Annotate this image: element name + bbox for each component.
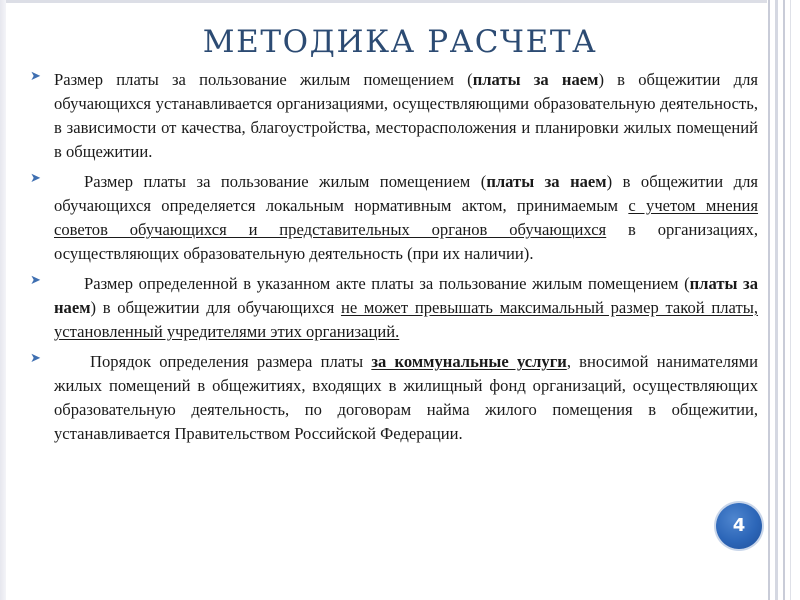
page-number-badge: 4 [716,503,762,549]
paragraph-underline: не может превышать максимальный размер такой платы, установленный учредителями этих организаций. [54,298,759,341]
arrow-bullet-icon: ➤ [30,350,41,365]
paragraph-3 [30,272,758,344]
paragraph-text: ) в общежитии для обучающихся устанавливается организациями, осуществляющими образовательную деятельность, в зависимости от качества, благоустройства, месторасположения и планировки жилых помещений в общежитии. [54,70,759,161]
paragraph-text: Размер платы за пользование жилым помещением ( [54,70,473,89]
paragraph-4 [30,350,758,446]
paragraph-text: , вносимой нанимателями жилых помещений в общежитиях, входящих в жилищный фонд организаций, осуществляющих образовательную деятельность, по договорам найма жилого помещения в общежитии, устанавливается Правительством Российской Федерации. [54,352,758,443]
paragraph-1 [30,68,758,164]
slide-content [30,68,758,452]
paragraph-text: Порядок определения размера платы [90,352,372,371]
slide-frame-line [783,0,785,600]
paragraph-text: ) в общежитии для обучающихся [90,298,341,317]
slide-title: МЕТОДИКА РАСЧЕТА [202,24,598,60]
paragraph-bold-underline: за коммунальные услуги [371,352,567,371]
paragraph-text: ) в общежитии для обучающихся определяется локальным нормативным актом, принимаемым [54,172,758,215]
paragraph-text: Размер платы за пользование жилым помещением ( [84,172,487,191]
paragraph-bold: платы за наем [486,172,607,191]
paragraph-bold: платы за наем [472,70,599,89]
paragraph-underline: с учетом мнения советов обучающихся и представительных органов обучающихся [54,196,759,239]
paragraph-text: Размер определенной в указанном акте платы за пользование жилым помещением ( [84,274,690,293]
paragraph-bold: платы за наем [54,274,759,317]
arrow-bullet-icon: ➤ [30,68,41,83]
slide-frame-line [790,0,791,600]
slide-frame-line [775,0,778,600]
paragraph-2 [30,170,758,266]
slide-frame-top [0,0,800,3]
arrow-bullet-icon: ➤ [30,170,41,185]
slide-frame-left [0,0,6,600]
paragraph-text: в организациях, осуществляющих образовательную деятельность (при их наличии). [54,220,758,263]
arrow-bullet-icon: ➤ [30,272,41,287]
slide-frame-line [768,0,770,600]
